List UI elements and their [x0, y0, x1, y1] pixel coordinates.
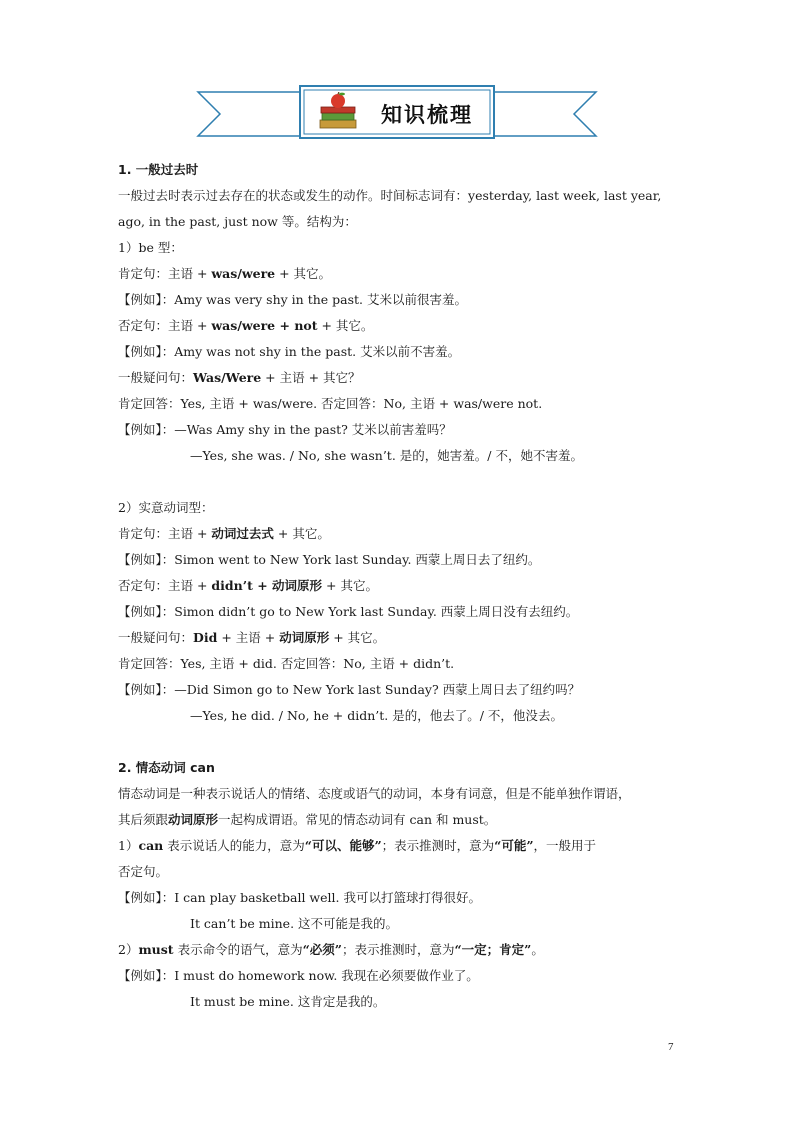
answer-line: 肯定回答：Yes, 主语 + was/were. 否定回答：No, 主语 + was/were not.: [118, 396, 543, 411]
rule-line: 一般疑问句：Did + 主语 + 动词原形 + 其它。: [118, 630, 386, 645]
example-line: 【例如】：—Did Simon go to New York last Sunday? 西蒙上周日去了纽约吗？: [118, 682, 581, 697]
example-line: 【例如】：Simon didn’t go to New York last Sunday. 西蒙上周日没有去纽约。: [118, 604, 579, 619]
banner-title: 知识梳理: [381, 103, 473, 127]
rule-line: 否定句：主语 + didn’t + 动词原形 + 其它。: [118, 578, 378, 593]
example-line: 【例如】：Amy was not shy in the past. 艾米以前不害羞。: [118, 344, 461, 359]
paragraph-line: 其后须跟动词原形一起构成谓语。常见的情态动词有 can 和 must。: [118, 812, 497, 827]
rule-line: 1）can 表示说话人的能力，意为“可以、能够”；表示推测时，意为“可能”，一般用于: [118, 838, 597, 853]
rule-line: 否定句：主语 + was/were + not + 其它。: [118, 318, 374, 333]
apple-on-books-icon: [316, 92, 360, 132]
example-line: It can’t be mine. 这不可能是我的。: [190, 916, 399, 931]
paragraph-line: ago, in the past, just now 等。结构为：: [118, 214, 357, 229]
example-line: 【例如】：I must do homework now. 我现在必须要做作业了。: [118, 968, 479, 983]
section-heading: 2. 情态动词 can: [118, 760, 215, 775]
example-line: —Yes, he did. / No, he + didn’t. 是的，他去了。/ 不，他没去。: [190, 708, 563, 723]
paragraph-line: 否定句。: [118, 864, 169, 879]
example-line: 【例如】：Simon went to New York last Sunday. 西蒙上周日去了纽约。: [118, 552, 541, 567]
subsection-title: 2）实意动词型：: [118, 500, 214, 515]
example-line: —Yes, she was. / No, she wasn’t. 是的，她害羞。/ 不，她不害羞。: [190, 448, 583, 463]
example-line: 【例如】：Amy was very shy in the past. 艾米以前很害羞。: [118, 292, 467, 307]
example-line: 【例如】：—Was Amy shy in the past? 艾米以前害羞吗？: [118, 422, 452, 437]
page-number: 7: [668, 1041, 674, 1053]
example-line: 【例如】：I can play basketball well. 我可以打篮球打得很好。: [118, 890, 481, 905]
section-heading: 1. 一般过去时: [118, 162, 199, 177]
paragraph-line: 情态动词是一种表示说话人的情绪、态度或语气的动词，本身有词意，但是不能单独作谓语，: [118, 786, 631, 801]
rule-line: 一般疑问句：Was/Were + 主语 + 其它？: [118, 370, 361, 385]
answer-line: 肯定回答：Yes, 主语 + did. 否定回答：No, 主语 + didn’t.: [118, 656, 455, 671]
paragraph-line: 一般过去时表示过去存在的状态或发生的动作。时间标志词有：yesterday, last week, last year,: [118, 188, 662, 203]
example-line: It must be mine. 这肯定是我的。: [190, 994, 386, 1009]
rule-line: 肯定句：主语 + 动词过去式 + 其它。: [118, 526, 330, 541]
rule-line: 肯定句：主语 + was/were + 其它。: [118, 266, 332, 281]
subsection-title: 1）be 型：: [118, 240, 183, 255]
rule-line: 2）must 表示命令的语气，意为“必须”；表示推测时，意为“一定；肯定”。: [118, 942, 544, 957]
